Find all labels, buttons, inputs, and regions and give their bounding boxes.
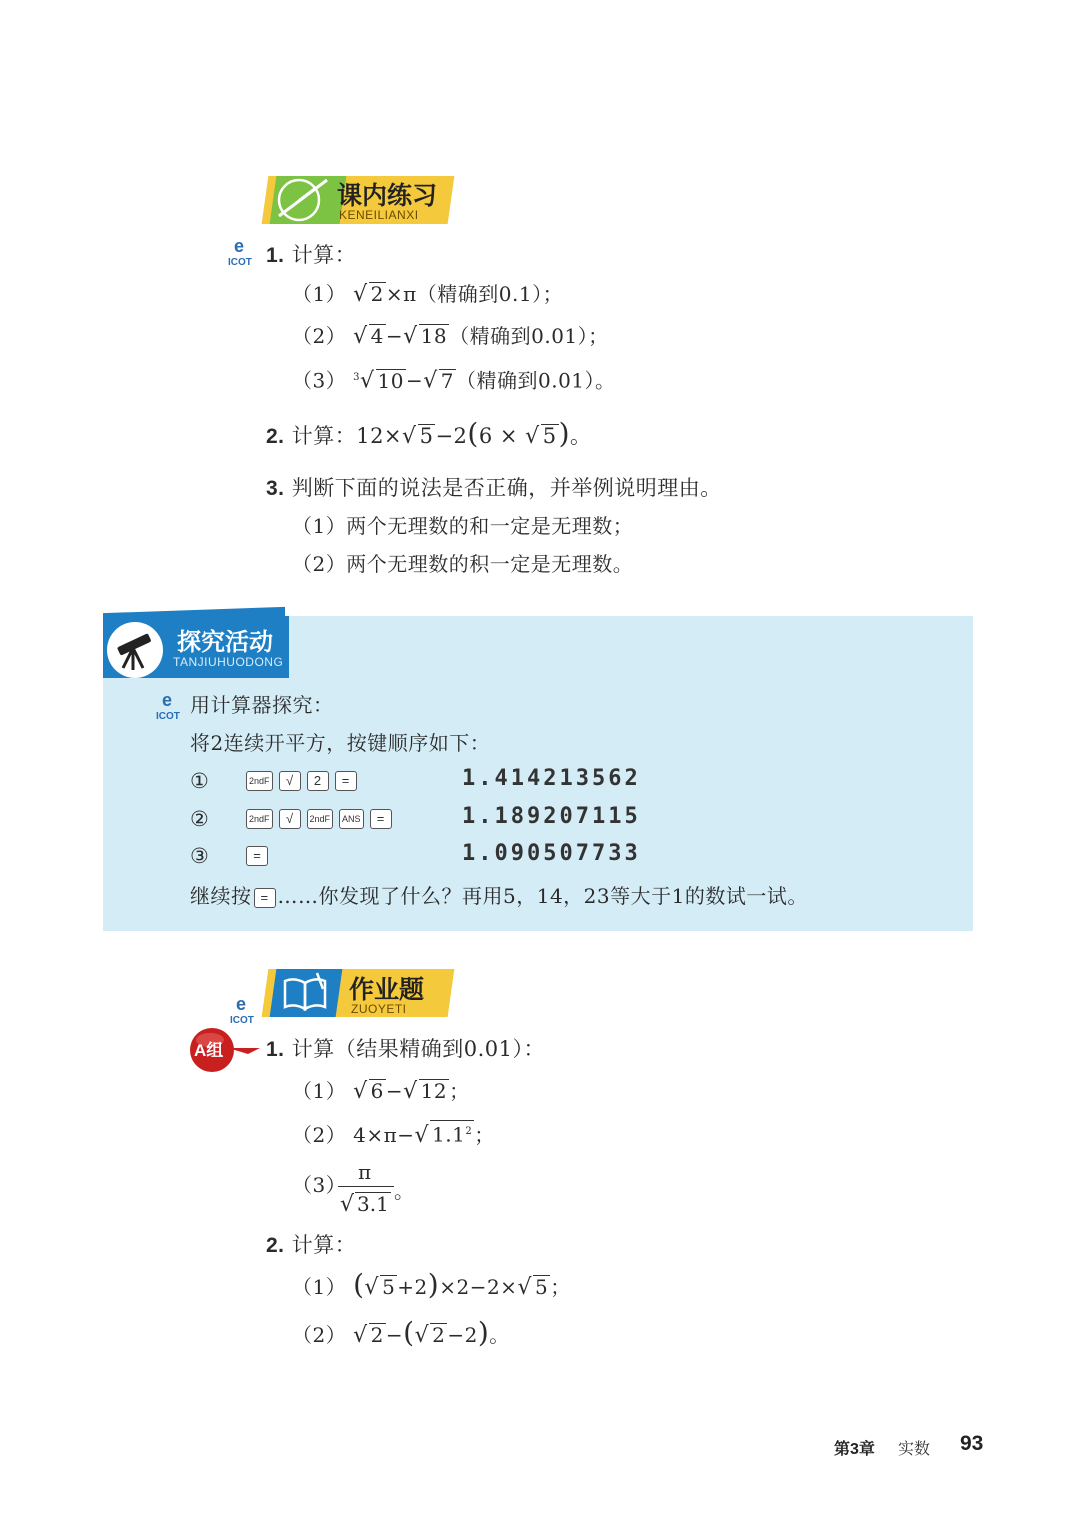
key-2ndf: 2ndF xyxy=(246,809,273,829)
svg-text:ICOT: ICOT xyxy=(156,711,180,720)
calc-result-3: 1.090507733 xyxy=(462,841,641,866)
homework-title: 作业题 xyxy=(349,976,425,1004)
page-footer xyxy=(834,1432,1034,1462)
practice-title: 课内练习 xyxy=(337,182,438,210)
practice-q1-item-2: （2） √ 4 −√ 18 （精确到0.01）； xyxy=(292,324,609,349)
practice-q1-text: 计算： xyxy=(291,243,357,267)
fraction-pi-over-sqrt: π √ 3.1 xyxy=(338,1160,394,1222)
homework-q2-item-2: （2） √ 2 −(√ 2 −2)。 xyxy=(292,1316,510,1349)
practice-q1: 1. 计算： xyxy=(266,243,357,267)
homework-banner xyxy=(265,965,455,1021)
svg-text:e: e xyxy=(162,690,173,710)
homework-q1: 1. 计算（结果精确到0.01）： xyxy=(266,1037,545,1061)
footer-chapter: 第3章 xyxy=(834,1441,875,1458)
calc-result-1: 1.414213562 xyxy=(462,766,641,791)
telescope-icon xyxy=(111,626,159,674)
key-equals: = xyxy=(246,846,268,866)
calc-row-2: ② 2ndF √ 2ndF ANS = 1.189207115 xyxy=(190,804,641,831)
key-2ndf: 2ndF xyxy=(246,771,273,791)
svg-text:ICOT: ICOT xyxy=(230,1015,254,1024)
calc-result-2: 1.189207115 xyxy=(462,804,641,829)
icot-icon xyxy=(226,236,260,266)
page-number: 93 xyxy=(960,1432,984,1455)
icot-icon xyxy=(154,690,188,720)
key-2: 2 xyxy=(307,771,329,791)
book-icon xyxy=(279,971,333,1015)
explore-title: 探究活动 xyxy=(177,629,273,656)
key-equals: = xyxy=(370,809,392,829)
explore-line2: 将2连续开平方，按键顺序如下： xyxy=(190,731,491,755)
key-equals: = xyxy=(335,771,357,791)
explore-banner xyxy=(103,602,293,680)
explore-intro: 用计算器探究： xyxy=(190,693,334,717)
homework-q2-item-1: （1） (√ 5 +2)×2−2×√ 5 ； xyxy=(292,1268,571,1301)
practice-q3: 3. 判断下面的说法是否正确，并举例说明理由。 xyxy=(266,476,722,500)
homework-q1-item-1: （1） √ 6 −√ 12 ； xyxy=(292,1079,470,1104)
svg-text:e: e xyxy=(234,236,245,256)
practice-q1-item-1: （1） √ 2 ×π（精确到0.1）； xyxy=(292,282,564,307)
homework-q1-item-3: （3） xyxy=(292,1173,347,1197)
calc-row-1: ① 2ndF √ 2 = 1.414213562 xyxy=(190,766,641,793)
practice-q2: 2. 计算：12×√ 5−2(6 × √ 5)。 xyxy=(266,417,592,450)
protractor-icon xyxy=(275,170,337,224)
group-a-label: A组 xyxy=(194,1041,224,1060)
svg-text:e: e xyxy=(236,994,247,1014)
key-ans: ANS xyxy=(339,809,364,829)
practice-q3-item-1: （1）两个无理数的和一定是无理数； xyxy=(292,514,634,538)
homework-pinyin: ZUOYETI xyxy=(351,1002,407,1016)
key-sqrt: √ xyxy=(279,809,301,829)
svg-text:ICOT: ICOT xyxy=(228,257,252,266)
icot-icon xyxy=(228,994,262,1024)
key-2ndf: 2ndF xyxy=(307,809,334,829)
group-a-badge xyxy=(188,1026,264,1074)
footer-section: 实数 xyxy=(898,1441,931,1458)
homework-q2: 2. 计算： xyxy=(266,1233,357,1257)
practice-banner xyxy=(265,170,455,226)
practice-q1-item-3: （3） $^3$√ 10 −√ 7 （精确到0.01）。 xyxy=(292,368,616,394)
calc-row-3: ③ = 1.090507733 xyxy=(190,841,641,868)
explore-pinyin: TANJIUHUODONG xyxy=(173,655,284,669)
key-equals: = xyxy=(254,888,276,908)
homework-q1-item-2: （2） 4×π−√ $1.1^2$ ； xyxy=(292,1120,495,1151)
key-sqrt: √ xyxy=(279,771,301,791)
practice-pinyin: KENEILIANXI xyxy=(339,208,419,222)
explore-continue: 继续按 = ……你发现了什么？再用5，14，23等大于1的数试一试。 xyxy=(190,884,808,908)
practice-q3-item-2: （2）两个无理数的积一定是无理数。 xyxy=(292,552,634,576)
